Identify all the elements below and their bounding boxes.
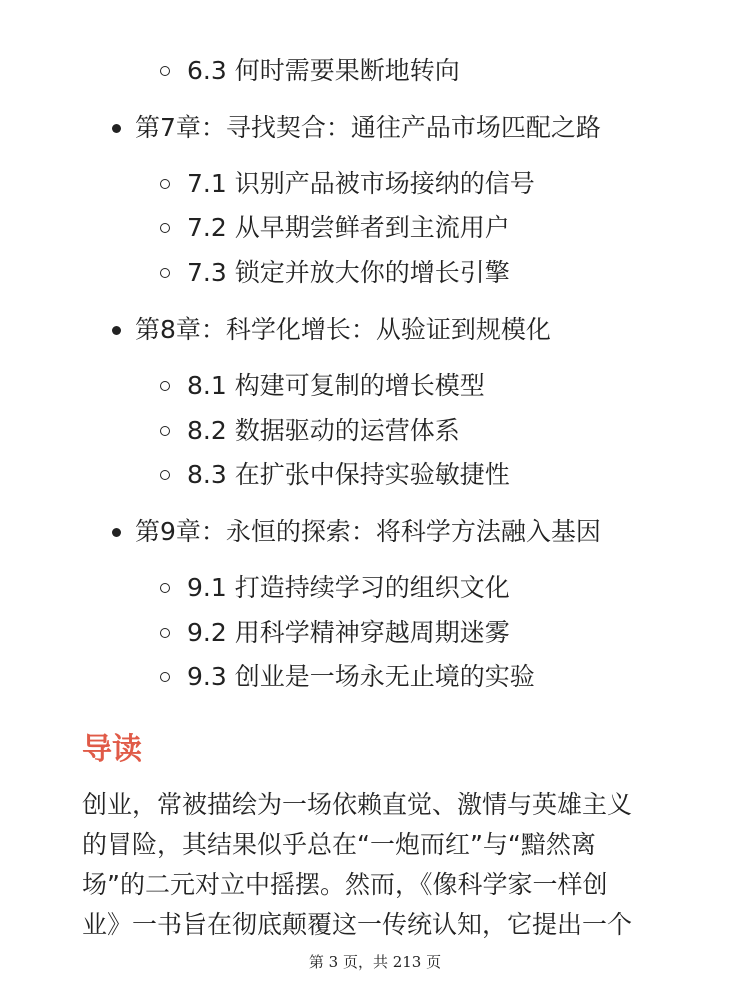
circle-bullet-icon bbox=[160, 381, 170, 391]
circle-bullet-icon bbox=[160, 672, 170, 682]
circle-bullet-icon bbox=[160, 223, 170, 233]
toc-section-item bbox=[160, 211, 510, 245]
paragraph-line: 创业，常被描绘为一场依赖直觉、激情与英雄主义 bbox=[82, 790, 633, 819]
toc-chapter-item bbox=[112, 313, 551, 347]
paragraph-line: 业》一书旨在彻底颠覆这一传统认知，它提出一个 bbox=[82, 910, 633, 939]
intro-paragraph bbox=[82, 785, 670, 945]
toc-chapter-text: 第8章：科学化增长：从验证到规模化 bbox=[135, 315, 551, 344]
circle-bullet-icon bbox=[160, 268, 170, 278]
toc-section-text: 7.1 识别产品被市场接纳的信号 bbox=[187, 169, 535, 198]
toc-section-text: 6.3 何时需要果断地转向 bbox=[187, 56, 460, 85]
paragraph-line: 的冒险，其结果似乎总在“一炮而红”与“黯然离 bbox=[82, 830, 596, 859]
toc-chapter-text: 第9章：永恒的探索：将科学方法融入基因 bbox=[135, 517, 601, 546]
toc-chapter-item bbox=[112, 515, 601, 549]
circle-bullet-icon bbox=[160, 470, 170, 480]
toc-section-text: 7.2 从早期尝鲜者到主流用户 bbox=[187, 213, 510, 242]
toc-chapter-text: 第7章：寻找契合：通往产品市场匹配之路 bbox=[135, 113, 601, 142]
toc-section-text: 7.3 锁定并放大你的增长引擎 bbox=[187, 258, 510, 287]
toc-section-text: 8.3 在扩张中保持实验敏捷性 bbox=[187, 460, 510, 489]
toc-section-text: 8.1 构建可复制的增长模型 bbox=[187, 371, 485, 400]
toc-chapter-item bbox=[112, 111, 601, 145]
disc-bullet-icon bbox=[112, 124, 121, 133]
intro-heading: 导读 bbox=[82, 732, 142, 767]
toc-section-item bbox=[160, 660, 535, 694]
toc-section-text: 9.3 创业是一场永无止境的实验 bbox=[187, 662, 535, 691]
page-number: 第 3 页，共 213 页 bbox=[308, 953, 442, 971]
circle-bullet-icon bbox=[160, 583, 170, 593]
toc-section-text: 9.2 用科学精神穿越周期迷雾 bbox=[187, 618, 510, 647]
circle-bullet-icon bbox=[160, 179, 170, 189]
toc-section-item bbox=[160, 54, 460, 88]
toc-section-item bbox=[160, 458, 510, 492]
disc-bullet-icon bbox=[112, 326, 121, 335]
toc-section-item bbox=[160, 616, 510, 650]
toc-section-item bbox=[160, 571, 510, 605]
toc-section-item bbox=[160, 256, 510, 290]
toc-section-item bbox=[160, 167, 535, 201]
toc-section-text: 8.2 数据驱动的运营体系 bbox=[187, 416, 460, 445]
toc-section-text: 9.1 打造持续学习的组织文化 bbox=[187, 573, 510, 602]
circle-bullet-icon bbox=[160, 426, 170, 436]
paragraph-line: 场”的二元对立中摇摆。然而，《像科学家一样创 bbox=[82, 870, 608, 899]
toc-section-item bbox=[160, 414, 460, 448]
disc-bullet-icon bbox=[112, 528, 121, 537]
circle-bullet-icon bbox=[160, 66, 170, 76]
toc-section-item bbox=[160, 369, 485, 403]
circle-bullet-icon bbox=[160, 628, 170, 638]
